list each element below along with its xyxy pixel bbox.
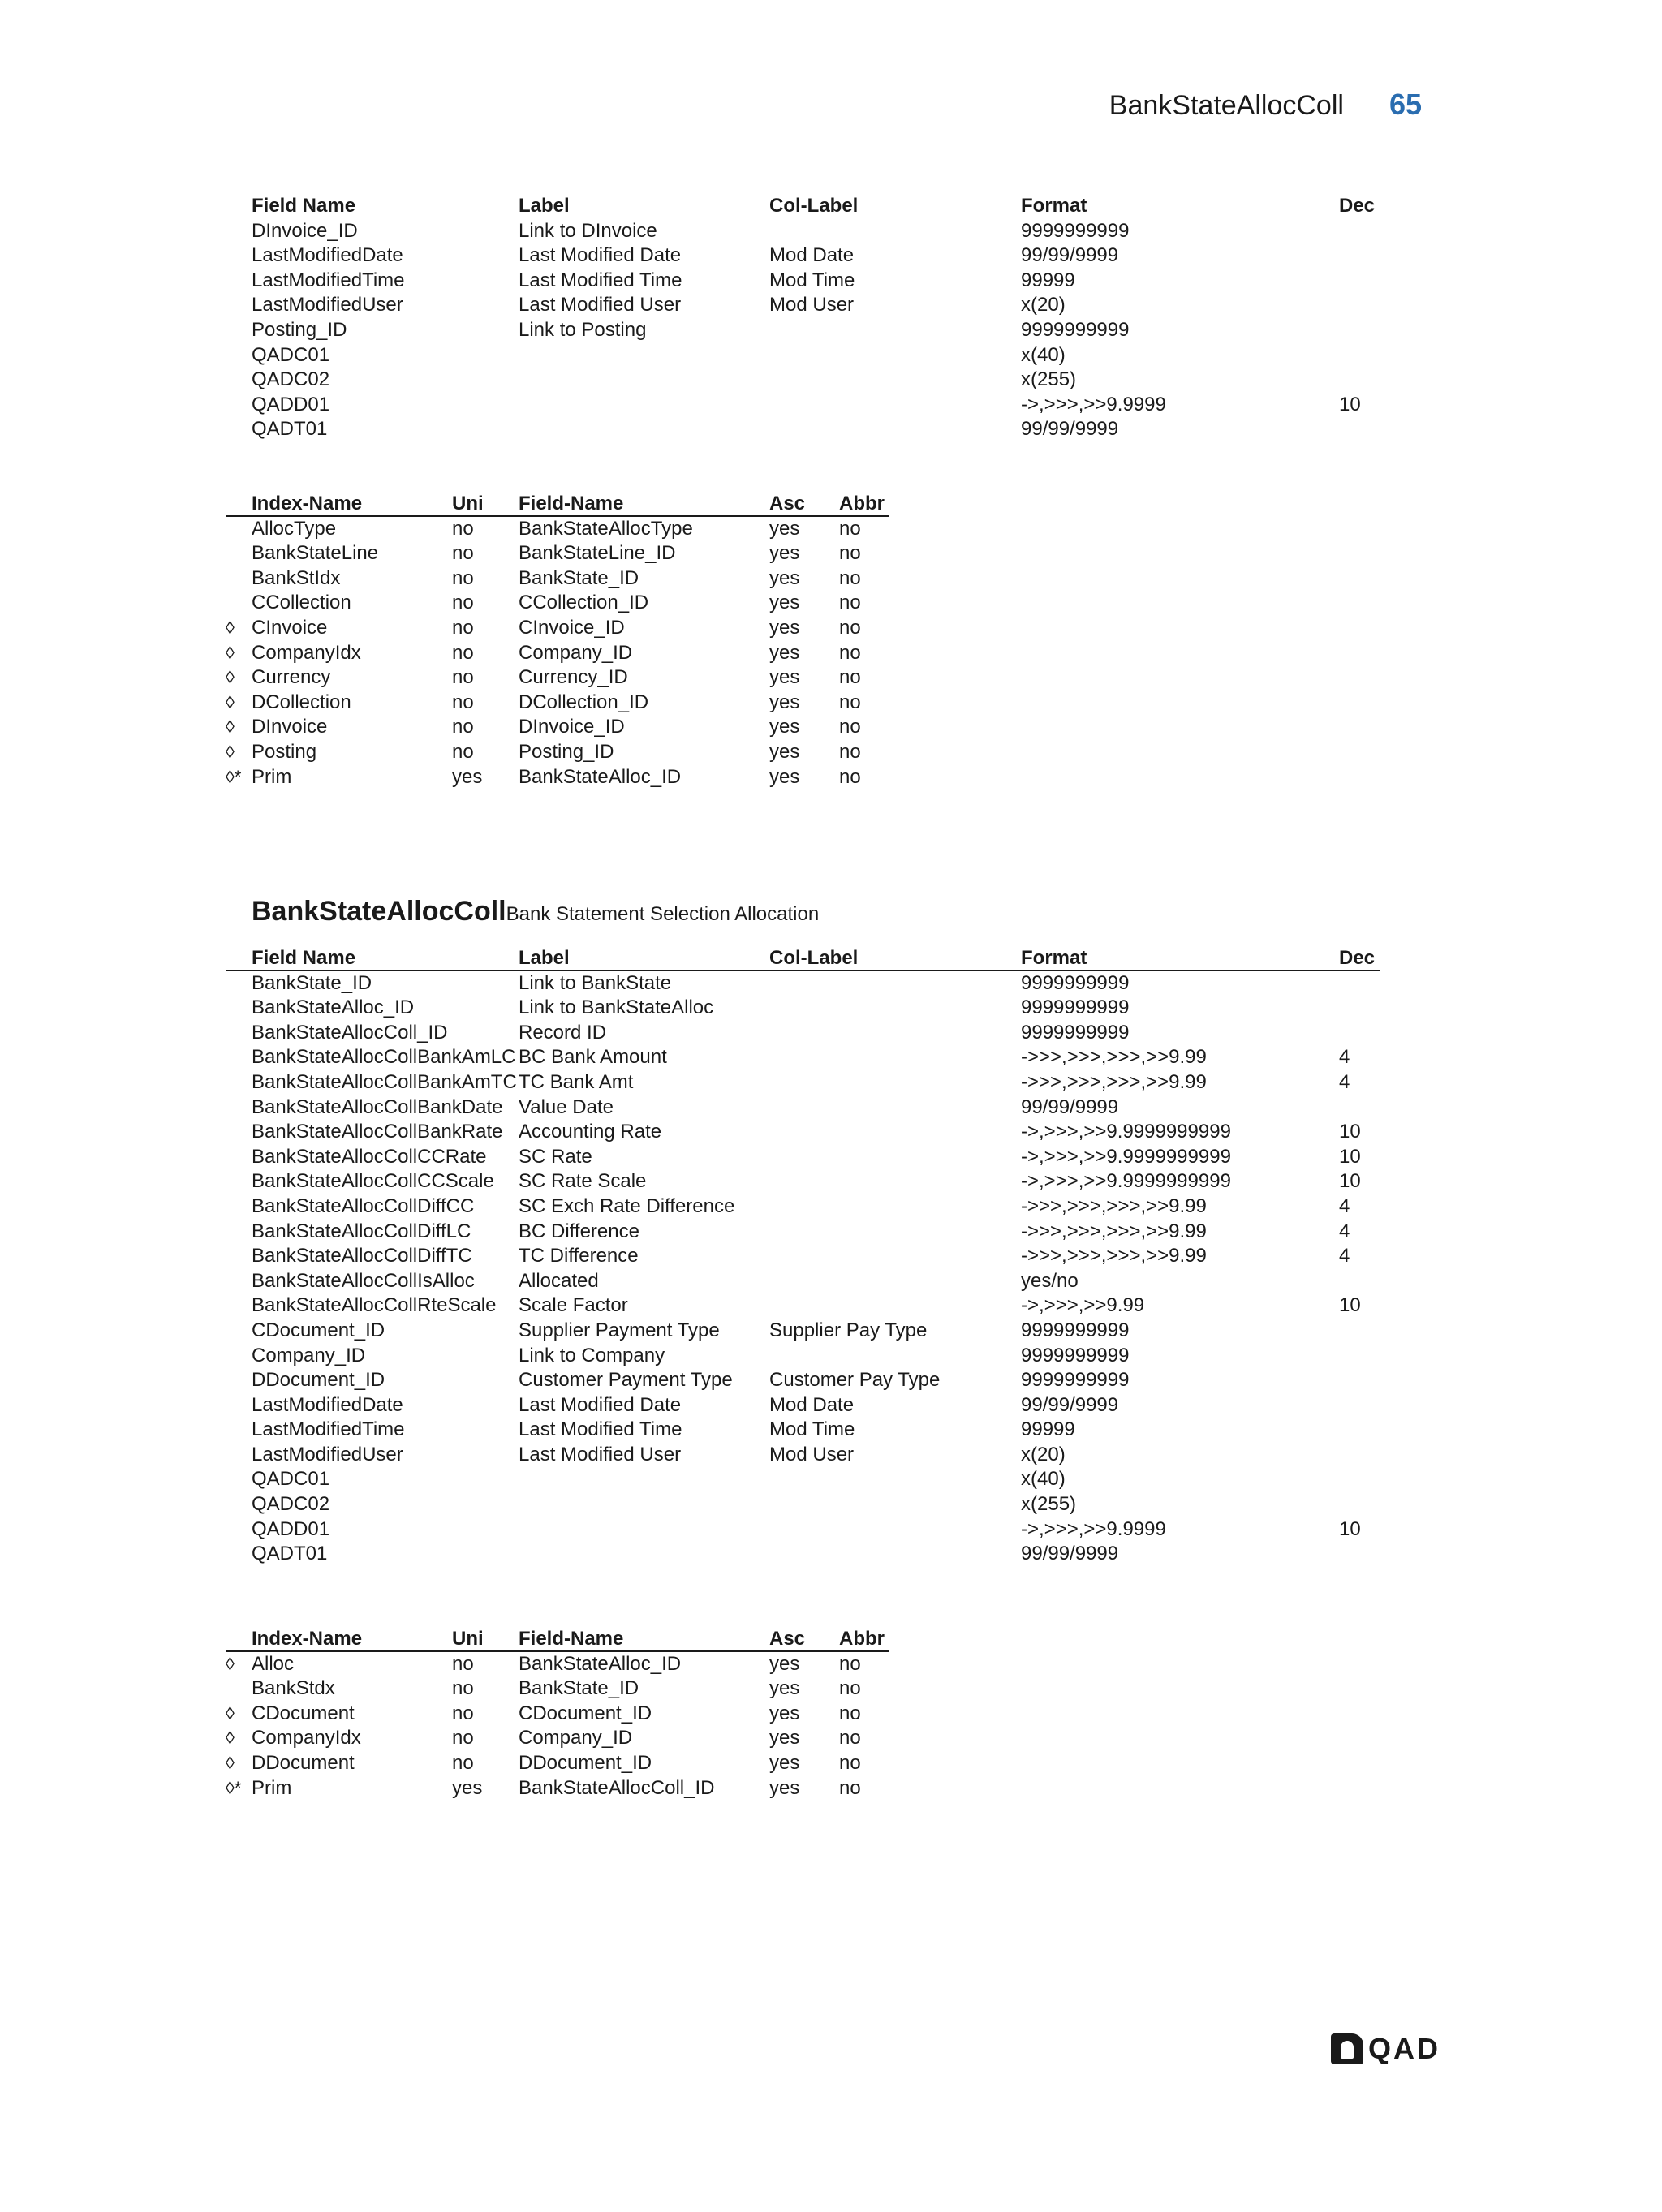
field-format: x(255) [1021, 1493, 1077, 1516]
index-marker: ◊ [226, 717, 235, 738]
field-format: ->>>,>>>,>>>,>>9.99 [1021, 1245, 1207, 1267]
index-abbr: no [839, 1702, 861, 1724]
index-field-name: CCollection_ID [519, 592, 649, 614]
field-col-label: Mod Time [769, 1418, 855, 1441]
field-label: Link to Company [519, 1344, 665, 1366]
field-format: x(20) [1021, 1443, 1066, 1465]
field-label: Link to Posting [519, 318, 647, 341]
field-name: QADC02 [252, 1493, 330, 1516]
col-label-header: Col-Label [769, 947, 859, 969]
index-field-name: Posting_ID [519, 740, 614, 763]
index-field-name: DInvoice_ID [519, 716, 625, 738]
section-subtitle: Bank Statement Selection Allocation [506, 903, 820, 925]
index-unique: no [452, 592, 474, 614]
field-name: LastModifiedDate [252, 1393, 403, 1416]
index-name: BankStateLine [252, 542, 379, 565]
field-name: DDocument_ID [252, 1369, 385, 1392]
field-col-label: Customer Pay Type [769, 1369, 941, 1392]
field-format: ->,>>>,>>9.9999 [1021, 393, 1166, 415]
field-format: 9999999999 [1021, 1021, 1130, 1044]
index-abbr: no [839, 666, 861, 689]
field-format: ->>>,>>>,>>>,>>9.99 [1021, 1046, 1207, 1069]
field-dec: 4 [1339, 1194, 1350, 1217]
field-name: BankState_ID [252, 971, 372, 994]
qad-logo-icon [1331, 2033, 1363, 2064]
field-col-label: Mod Date [769, 244, 855, 267]
index-field-name: BankState_ID [519, 1677, 639, 1700]
field-label: Link to BankState [519, 971, 672, 994]
index-asc: yes [769, 691, 800, 713]
field-label: Link to DInvoice [519, 219, 657, 242]
field-name: QADC01 [252, 343, 330, 366]
index-name: BankStIdx [252, 566, 341, 589]
format-header: Format [1021, 947, 1087, 969]
field-format: 99/99/9999 [1021, 1393, 1119, 1416]
dec-header: Dec [1339, 947, 1376, 969]
index-unique: no [452, 1702, 474, 1724]
field-col-label: Mod User [769, 294, 855, 316]
index-marker: ◊ [226, 741, 235, 762]
field-format: 9999999999 [1021, 318, 1130, 341]
field-label: Supplier Payment Type [519, 1319, 720, 1341]
field-name-header: Field-Name [519, 493, 624, 514]
field-format: 9999999999 [1021, 1344, 1130, 1366]
field-name: LastModifiedUser [252, 294, 403, 316]
index-unique: no [452, 566, 474, 589]
index-abbr: no [839, 616, 861, 639]
field-name-header: Field-Name [519, 1628, 624, 1650]
field-label: Customer Payment Type [519, 1369, 733, 1392]
field-name: BankStateAllocCollBankAmTC [252, 1070, 517, 1093]
field-format: 9999999999 [1021, 219, 1130, 242]
index-unique: no [452, 1677, 474, 1700]
field-name: Posting_ID [252, 318, 347, 341]
index-name-header: Index-Name [252, 1628, 363, 1650]
index-marker: ◊* [226, 1777, 242, 1798]
field-name: LastModifiedTime [252, 269, 405, 291]
index-asc: yes [769, 1652, 800, 1675]
index-asc: yes [769, 517, 800, 540]
index-name: CDocument [252, 1702, 355, 1724]
header-title: BankStateAllocColl [1109, 90, 1344, 121]
index-field-name: DCollection_ID [519, 691, 649, 713]
page-header [1109, 88, 1422, 122]
index-asc: yes [769, 566, 800, 589]
field-format: 99/99/9999 [1021, 244, 1119, 267]
field-label: Value Date [519, 1095, 614, 1118]
field-label: BC Difference [519, 1220, 639, 1242]
field-label: SC Rate Scale [519, 1170, 647, 1193]
section-title: BankStateAllocColl [252, 896, 506, 927]
field-format: ->>>,>>>,>>>,>>9.99 [1021, 1070, 1207, 1093]
index-unique: no [452, 666, 474, 689]
index-unique: no [452, 616, 474, 639]
field-name: LastModifiedTime [252, 1418, 405, 1441]
index-abbr: no [839, 1727, 861, 1749]
field-label: TC Bank Amt [519, 1070, 634, 1093]
field-dec: 10 [1339, 1145, 1361, 1168]
index-asc: yes [769, 1702, 800, 1724]
field-name: BankStateAllocColl_ID [252, 1021, 448, 1044]
abbr-header: Abbr [839, 1628, 885, 1650]
index-abbr: no [839, 716, 861, 738]
field-col-label: Mod Date [769, 1393, 855, 1416]
index-asc: yes [769, 592, 800, 614]
field-col-label: Supplier Pay Type [769, 1319, 928, 1341]
index-abbr: no [839, 765, 861, 788]
index-marker: ◊ [226, 617, 235, 638]
field-format: 9999999999 [1021, 971, 1130, 994]
field-label: SC Exch Rate Difference [519, 1194, 735, 1217]
index-marker: ◊ [226, 667, 235, 688]
field-label: TC Difference [519, 1245, 639, 1267]
field-name: LastModifiedUser [252, 1443, 403, 1465]
page-number: 65 [1389, 88, 1422, 121]
index-field-name: CInvoice_ID [519, 616, 625, 639]
field-label: BC Bank Amount [519, 1046, 667, 1069]
index-abbr: no [839, 691, 861, 713]
field-name: Company_ID [252, 1344, 366, 1366]
field-dec: 10 [1339, 1170, 1361, 1193]
index-marker: ◊ [226, 1752, 235, 1773]
field-name: BankStateAllocCollCCScale [252, 1170, 494, 1193]
field-format: ->>>,>>>,>>>,>>9.99 [1021, 1220, 1207, 1242]
index-unique: no [452, 641, 474, 664]
index-name: DCollection [252, 691, 351, 713]
field-label: Record ID [519, 1021, 607, 1044]
index-field-name: CDocument_ID [519, 1702, 652, 1724]
index-asc: yes [769, 616, 800, 639]
col-label-header: Col-Label [769, 195, 859, 217]
index-field-name: BankStateLine_ID [519, 542, 676, 565]
field-format: 9999999999 [1021, 996, 1130, 1019]
field-dec: 4 [1339, 1046, 1350, 1069]
label-header: Label [519, 195, 570, 217]
field-col-label: Mod Time [769, 269, 855, 291]
index-field-name: BankStateAlloc_ID [519, 765, 682, 788]
index-asc: yes [769, 1727, 800, 1749]
index-unique: no [452, 542, 474, 565]
index-unique: yes [452, 765, 483, 788]
label-header: Label [519, 947, 570, 969]
field-label: Last Modified Time [519, 269, 682, 291]
field-name: QADT01 [252, 1543, 328, 1565]
field-format: 9999999999 [1021, 1319, 1130, 1341]
index-asc: yes [769, 716, 800, 738]
index-name: DDocument [252, 1751, 355, 1774]
abbr-header: Abbr [839, 493, 885, 514]
field-format: x(40) [1021, 343, 1066, 366]
field-name: BankStateAllocCollBankDate [252, 1095, 503, 1118]
field-name-header: Field Name [252, 947, 356, 969]
field-dec: 10 [1339, 1121, 1361, 1143]
index-name: CompanyIdx [252, 1727, 361, 1749]
field-format: 9999999999 [1021, 1369, 1130, 1392]
field-format: yes/no [1021, 1269, 1079, 1292]
index-name: CompanyIdx [252, 641, 361, 664]
index-unique: no [452, 517, 474, 540]
index-abbr: no [839, 517, 861, 540]
field-name: QADC02 [252, 368, 330, 391]
index-asc: yes [769, 542, 800, 565]
field-format: 99/99/9999 [1021, 1095, 1119, 1118]
field-label: SC Rate [519, 1145, 592, 1168]
field-name: BankStateAllocCollRteScale [252, 1294, 497, 1317]
field-format: ->,>>>,>>9.9999 [1021, 1517, 1166, 1540]
index-marker: ◊ [226, 691, 235, 712]
index-unique: no [452, 1652, 474, 1675]
index-field-name: BankStateAlloc_ID [519, 1652, 682, 1675]
index-name: Posting [252, 740, 317, 763]
field-label: Last Modified Time [519, 1418, 682, 1441]
index-unique: no [452, 1727, 474, 1749]
field-format: ->>>,>>>,>>>,>>9.99 [1021, 1194, 1207, 1217]
index-marker: ◊* [226, 766, 242, 787]
format-header: Format [1021, 195, 1087, 217]
field-format: ->,>>>,>>9.9999999999 [1021, 1121, 1231, 1143]
index-asc: yes [769, 765, 800, 788]
index-name: CCollection [252, 592, 351, 614]
index-field-name: Company_ID [519, 1727, 633, 1749]
index-unique: no [452, 740, 474, 763]
field-name: CDocument_ID [252, 1319, 385, 1341]
index-field-name: BankStateAllocColl_ID [519, 1776, 715, 1799]
uni-header: Uni [452, 493, 484, 514]
field-label: Scale Factor [519, 1294, 628, 1317]
index-unique: yes [452, 1776, 483, 1799]
field-name: QADC01 [252, 1468, 330, 1491]
index-field-name: Company_ID [519, 641, 633, 664]
field-col-label: Mod User [769, 1443, 855, 1465]
field-label: Last Modified Date [519, 244, 682, 267]
index-marker: ◊ [226, 1728, 235, 1749]
field-name: BankStateAllocCollDiffLC [252, 1220, 471, 1242]
index-field-name: DDocument_ID [519, 1751, 652, 1774]
field-name: BankStateAlloc_ID [252, 996, 415, 1019]
section-heading [252, 896, 819, 927]
field-name: DInvoice_ID [252, 219, 358, 242]
field-name: BankStateAllocCollDiffCC [252, 1194, 475, 1217]
field-name: LastModifiedDate [252, 244, 403, 267]
field-format: 99999 [1021, 269, 1075, 291]
field-format: x(20) [1021, 294, 1066, 316]
field-format: ->,>>>,>>9.9999999999 [1021, 1170, 1231, 1193]
asc-header: Asc [769, 493, 806, 514]
index-abbr: no [839, 1776, 861, 1799]
field-dec: 4 [1339, 1245, 1350, 1267]
logo-text: QAD [1368, 2032, 1440, 2065]
index-name: Prim [252, 765, 292, 788]
field-format: ->,>>>,>>9.99 [1021, 1294, 1145, 1317]
index-asc: yes [769, 1776, 800, 1799]
index-marker: ◊ [226, 642, 235, 663]
field-name: QADT01 [252, 418, 328, 441]
index-name: BankStdx [252, 1677, 335, 1700]
field-label: Allocated [519, 1269, 599, 1292]
field-format: 99/99/9999 [1021, 1543, 1119, 1565]
index-field-name: BankState_ID [519, 566, 639, 589]
index-unique: no [452, 716, 474, 738]
index-abbr: no [839, 566, 861, 589]
field-label: Link to BankStateAlloc [519, 996, 714, 1019]
table-rule [226, 970, 1380, 971]
index-unique: no [452, 691, 474, 713]
index-name-header: Index-Name [252, 493, 363, 514]
dec-header: Dec [1339, 195, 1376, 217]
uni-header: Uni [452, 1628, 484, 1650]
field-label: Accounting Rate [519, 1121, 662, 1143]
index-name: DInvoice [252, 716, 328, 738]
field-dec: 10 [1339, 1517, 1361, 1540]
field-label: Last Modified User [519, 294, 682, 316]
field-format: x(255) [1021, 368, 1077, 391]
field-name: QADD01 [252, 393, 330, 415]
index-name: Prim [252, 1776, 292, 1799]
index-abbr: no [839, 592, 861, 614]
index-asc: yes [769, 740, 800, 763]
field-dec: 4 [1339, 1070, 1350, 1093]
index-abbr: no [839, 1677, 861, 1700]
index-abbr: no [839, 1652, 861, 1675]
field-format: 99999 [1021, 1418, 1075, 1441]
index-name: Alloc [252, 1652, 295, 1675]
field-name: BankStateAllocCollBankRate [252, 1121, 503, 1143]
field-format: 99/99/9999 [1021, 418, 1119, 441]
field-dec: 10 [1339, 1294, 1361, 1317]
field-format: ->,>>>,>>9.9999999999 [1021, 1145, 1231, 1168]
field-name: BankStateAllocCollIsAlloc [252, 1269, 475, 1292]
index-asc: yes [769, 1677, 800, 1700]
index-abbr: no [839, 542, 861, 565]
index-field-name: Currency_ID [519, 666, 628, 689]
field-name: BankStateAllocCollDiffTC [252, 1245, 472, 1267]
field-dec: 4 [1339, 1220, 1350, 1242]
index-field-name: BankStateAllocType [519, 517, 693, 540]
qad-logo [1331, 2032, 1440, 2066]
field-name: BankStateAllocCollBankAmLC [252, 1046, 516, 1069]
field-dec: 10 [1339, 393, 1361, 415]
field-name-header: Field Name [252, 195, 356, 217]
index-abbr: no [839, 740, 861, 763]
field-format: x(40) [1021, 1468, 1066, 1491]
index-abbr: no [839, 641, 861, 664]
field-label: Last Modified Date [519, 1393, 682, 1416]
field-name: QADD01 [252, 1517, 330, 1540]
index-asc: yes [769, 666, 800, 689]
field-label: Last Modified User [519, 1443, 682, 1465]
index-name: Currency [252, 666, 331, 689]
index-name: CInvoice [252, 616, 328, 639]
field-name: BankStateAllocCollCCRate [252, 1145, 487, 1168]
index-abbr: no [839, 1751, 861, 1774]
index-asc: yes [769, 641, 800, 664]
index-unique: no [452, 1751, 474, 1774]
index-asc: yes [769, 1751, 800, 1774]
index-marker: ◊ [226, 1702, 235, 1724]
index-marker: ◊ [226, 1653, 235, 1674]
index-name: AllocType [252, 517, 337, 540]
asc-header: Asc [769, 1628, 806, 1650]
